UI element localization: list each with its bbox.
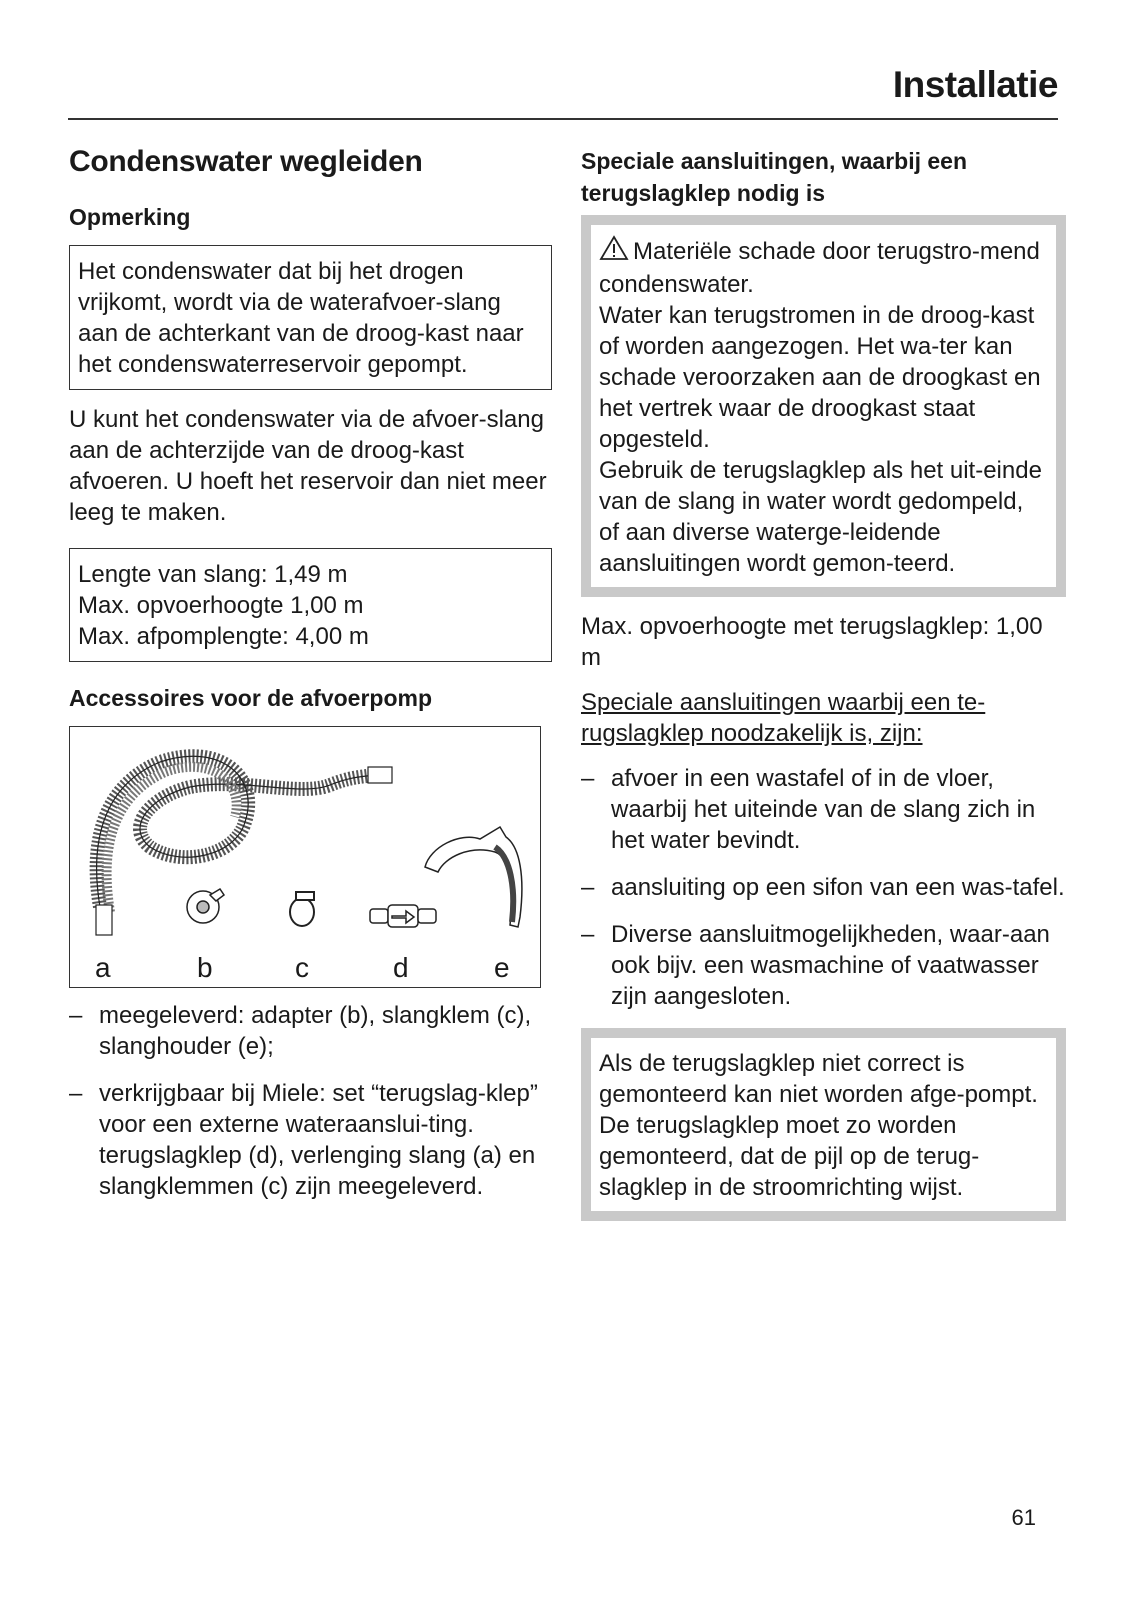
hose-illustration <box>96 756 392 935</box>
note-box <box>69 245 552 390</box>
list-item: – verkrijgbaar bij Miele: set “terugslag-klep” voor een externe wateraanslui-ting. terugslagklep (d), verlenging slang (a) en slangklemmen (c) zijn meegeleverd. <box>69 1078 552 1202</box>
left-column <box>69 145 552 1218</box>
list-item: – Diverse aansluitmogelijkheden, waar-aan ook bijv. een wasmachine of vaatwasser zijn aangesloten. <box>581 919 1066 1012</box>
hose-holder-illustration <box>425 827 522 927</box>
warning-title-line <box>599 235 1048 300</box>
list-item: – afvoer in een wastafel of in de vloer, waarbij het uiteinde van de slang zich in het water bevindt. <box>581 763 1066 856</box>
accessories-list <box>69 1000 552 1202</box>
info-paragraph-1: Als de terugslagklep niet correct is gemonteerd kan niet worden afge-pompt. <box>599 1050 1038 1108</box>
accessories-heading: Accessoires voor de afvoerpomp <box>69 685 433 711</box>
right-column <box>581 145 1066 1221</box>
page-header-title: Installatie <box>892 64 1058 105</box>
figure-label-b: b <box>197 952 213 983</box>
figure-label-e: e <box>494 952 510 983</box>
warning-triangle-icon <box>599 235 633 269</box>
spec-hose-length: Lengte van slang: 1,49 m <box>78 561 348 588</box>
warning-paragraph-2: Gebruik de terugslagklep als het uit-einde van de slang in water wordt gedompeld, of aan diverse waterge-leidende aansluitingen wordt gemon-teerd. <box>599 457 1042 577</box>
spec-max-height: Max. opvoerhoogte 1,00 m <box>78 592 364 619</box>
header-divider <box>68 118 1058 120</box>
warning-title: Materiële schade door terugstro-mend condenswater. <box>599 238 1040 298</box>
note-heading: Opmerking <box>69 204 191 230</box>
list-item: – meegeleverd: adapter (b), slangklem (c), slanghouder (e); <box>69 1000 552 1062</box>
specs-box <box>69 548 552 662</box>
required-connections-heading: Speciale aansluitingen waarbij een te-rugslagklep noodzakelijk is, zijn: <box>581 689 986 747</box>
special-connections-heading: Speciale aansluitingen, waarbij een terugslagklep nodig is <box>581 148 968 206</box>
info-box <box>581 1028 1066 1221</box>
page-number: 61 <box>1011 1505 1036 1530</box>
figure-label-a: a <box>95 952 111 983</box>
accessories-illustration <box>70 727 540 987</box>
check-valve-illustration <box>370 905 436 927</box>
accessories-figure <box>69 726 541 988</box>
clamp-illustration <box>290 892 314 926</box>
intro-paragraph: U kunt het condenswater via de afvoer-slang aan de achterzijde van de droog-kast afvoeren. U hoeft het reservoir dan niet meer leeg te maken. <box>69 406 547 526</box>
max-height-note: Max. opvoerhoogte met terugslagklep: 1,00 m <box>581 613 1043 671</box>
figure-label-d: d <box>393 952 409 983</box>
list-item: – aansluiting op een sifon van een was-tafel. <box>581 872 1066 903</box>
figure-label-c: c <box>295 952 309 983</box>
warning-box <box>581 215 1066 597</box>
warning-paragraph-1: Water kan terugstromen in de droog-kast of worden aangezogen. Het wa-ter kan schade veroorzaken aan de droogkast en het vertrek waar de droogkast staat opgesteld. <box>599 302 1041 453</box>
required-connections-list <box>581 763 1066 1012</box>
note-text: Het condenswater dat bij het drogen vrijkomt, wordt via de waterafvoer-slang aan de achterkant van de droog-kast naar het condenswaterreservoir gepompt. <box>78 258 524 378</box>
info-paragraph-2: De terugslagklep moet zo worden gemonteerd, dat de pijl op de terug-slagklep in de stroomrichting wijst. <box>599 1112 980 1201</box>
spec-max-length: Max. afpomplengte: 4,00 m <box>78 623 369 650</box>
section-title: Condenswater wegleiden <box>69 145 423 178</box>
adapter-illustration <box>187 889 224 923</box>
